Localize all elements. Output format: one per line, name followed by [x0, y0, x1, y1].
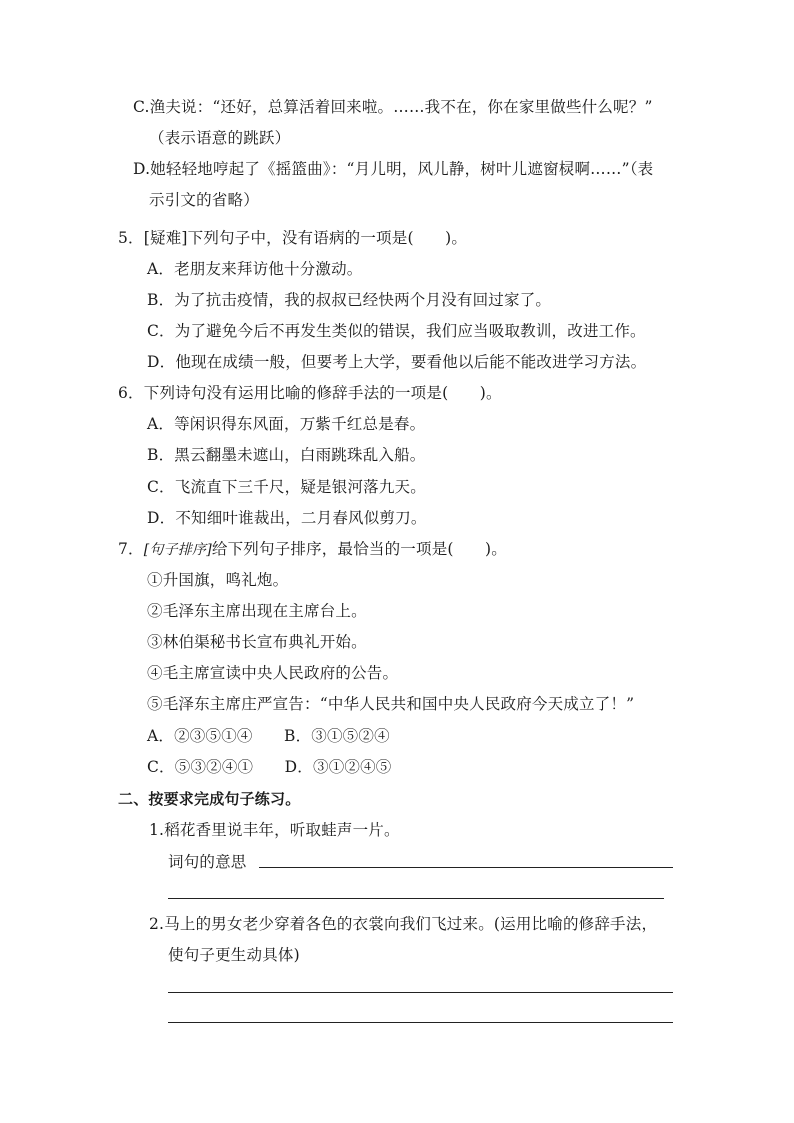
section2-item2-line2: 使句子更生动具体)	[168, 946, 300, 964]
q7-options-row1: A．②③⑤①④ B．③①⑤②④	[147, 727, 390, 745]
section2-item1-prompt: 词句的意思	[168, 853, 247, 871]
q7-sentence-1: ①升国旗，鸣礼炮。	[147, 571, 289, 589]
answer-line-2[interactable]	[168, 898, 664, 899]
q7-sentence-3: ③林伯渠秘书长宣布典礼开始。	[147, 633, 367, 651]
section2-title: 二、按要求完成句子练习。	[118, 790, 301, 808]
q6-option-d: D．不知细叶谁裁出，二月春风似剪刀。	[147, 509, 427, 527]
q7-options-row2: C．⑤③②④① D．③①②④⑤	[147, 758, 392, 776]
section2-item1: 1.稻花香里说丰年，听取蛙声一片。	[149, 821, 400, 839]
q7-tag: [句子排序]	[143, 542, 212, 558]
q7-sentence-4: ④毛主席宣读中央人民政府的公告。	[147, 664, 399, 682]
q7-sentence-2: ②毛泽东主席出现在主席台上。	[147, 602, 367, 620]
q4-option-d-line1: D.她轻轻地哼起了《摇篮曲》：“月儿明，风儿静，树叶儿遮窗棂啊……”（表	[133, 160, 654, 178]
section2-item2-line1: 2.马上的男女老少穿着各色的衣裳向我们飞过来。(运用比喻的修辞手法，	[149, 915, 658, 933]
q4-option-d-line2: 示引文的省略）	[149, 191, 259, 209]
q7-sentence-5: ⑤毛泽东主席庄严宣告：“中华人民共和国中央人民政府今天成立了！”	[147, 695, 635, 713]
q7-stem: 7．[句子排序]给下列句子排序，最恰当的一项是( )。	[118, 540, 507, 558]
answer-line-3[interactable]	[168, 992, 673, 993]
q5-stem: 5．[疑难]下列句子中，没有语病的一项是( )。	[118, 229, 468, 247]
q7-stem-text: 给下列句子排序，最恰当的一项是( )。	[211, 540, 507, 558]
answer-line-1[interactable]	[259, 867, 673, 868]
q6-option-c: C．飞流直下三千尺，疑是银河落九天。	[147, 478, 426, 496]
q5-option-a: A．老朋友来拜访他十分激动。	[147, 260, 363, 278]
q6-stem: 6．下列诗句没有运用比喻的修辞手法的一项是( )。	[118, 384, 502, 402]
q5-option-c: C．为了避免今后不再发生类似的错误，我们应当吸取教训，改进工作。	[147, 322, 646, 340]
q4-option-c-line2: （表示语意的跳跃）	[149, 129, 291, 147]
q6-option-a: A．等闲识得东风面，万紫千红总是春。	[147, 415, 426, 433]
q4-option-c-line1: C.渔夫说：“还好，总算活着回来啦。……我不在，你在家里做些什么呢？”	[133, 98, 653, 116]
q5-option-d: D．他现在成绩一般，但要考上大学，要看他以后能不能改进学习方法。	[147, 353, 647, 371]
q5-option-b: B．为了抗击疫情，我的叔叔已经快两个月没有回过家了。	[147, 291, 552, 309]
q6-option-b: B．黑云翻墨未遮山，白雨跳珠乱入船。	[147, 446, 426, 464]
answer-line-4[interactable]	[168, 1022, 673, 1023]
